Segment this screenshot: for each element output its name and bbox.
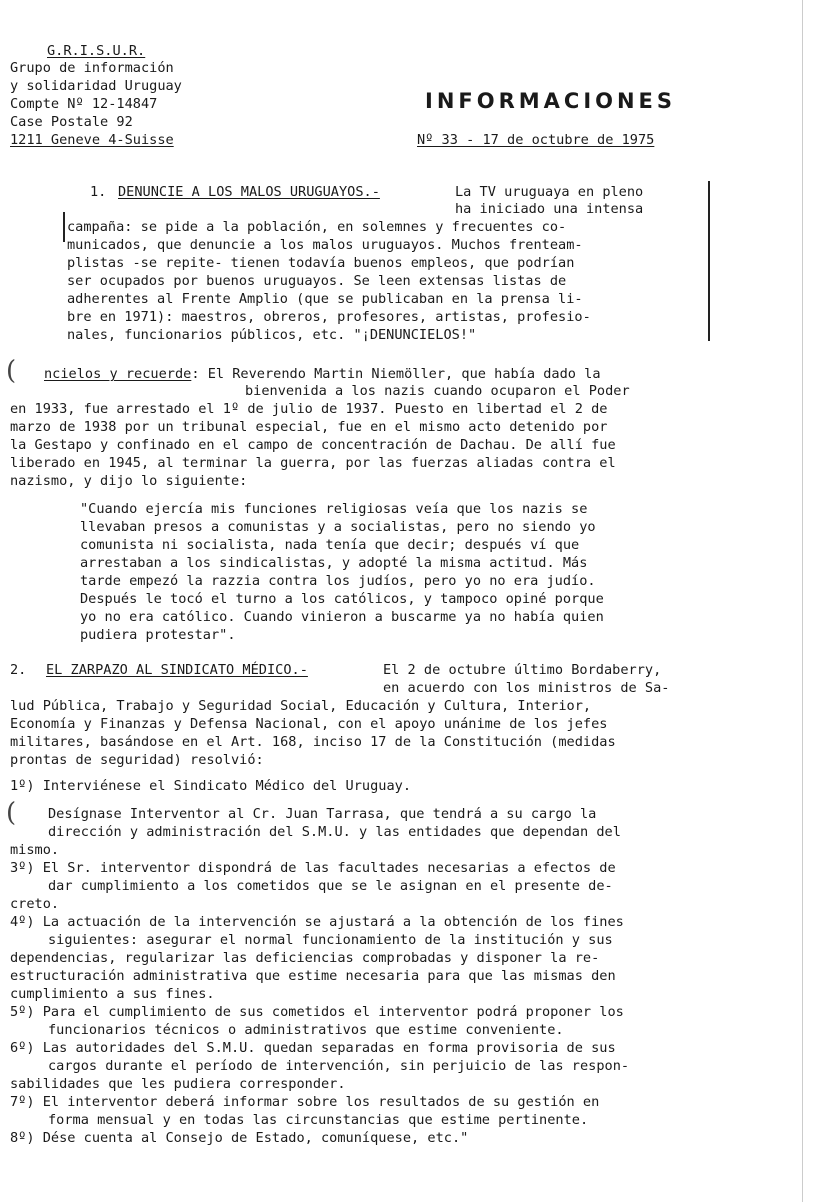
paragraph-line: bre en 1971): maestros, obreros, profesores, artistas, profesio-: [67, 309, 591, 325]
paragraph-line: El 2 de octubre último Bordaberry,: [383, 662, 662, 678]
margin-mark: (: [6, 798, 17, 828]
decree-item: creto.: [10, 896, 60, 912]
quote-line: yo no era católico. Cuando vinieron a buscarme ya no había quien: [80, 609, 604, 625]
paragraph-line: adherentes al Frente Amplio (que se publicaban en la prensa li-: [67, 291, 583, 307]
org-address: 1211 Geneve 4-Suisse: [10, 132, 174, 148]
decree-item: 1º) Interviénese el Sindicato Médico del Uruguay.: [10, 778, 412, 794]
paragraph-line: municados, que denuncie a los malos uruguayos. Muchos frenteam-: [67, 237, 583, 253]
decree-item: 5º) Para el cumplimiento de sus cometidos el interventor podrá proponer los: [10, 1004, 624, 1020]
decree-item: dar cumplimiento a los cometidos que se le asignan en el presente de-: [48, 878, 613, 894]
paragraph-line: Economía y Finanzas y Defensa Nacional, con el apoyo unánime de los jefes: [10, 716, 608, 732]
quote-line: llevaban presos a comunistas y a socialistas, pero no siendo yo: [80, 519, 596, 535]
paragraph-line: prontas de seguridad) resolvió:: [10, 752, 264, 768]
decree-item: 3º) El Sr. interventor dispondrá de las facultades necesarias a efectos de: [10, 860, 616, 876]
paragraph-line: la Gestapo y confinado en el campo de concentración de Dachau. De allí fue: [10, 437, 616, 453]
decree-item: Desígnase Interventor al Cr. Juan Tarrasa, que tendrá a su cargo la: [48, 806, 597, 822]
paragraph-line: campaña: se pide a la población, en solemnes y frecuentes co-: [67, 219, 567, 235]
section-1-number: 1.: [90, 184, 107, 200]
decree-item: funcionarios técnicos o administrativos que estime conveniente.: [48, 1022, 564, 1038]
quote-line: Después le tocó el turno a los católicos, y tampoco opiné porque: [80, 591, 604, 607]
section-1-heading: DENUNCIE A LOS MALOS URUGUAYOS.-: [118, 184, 380, 200]
decree-item: estructuración administrativa que estime necesaria para que las mismas den: [10, 968, 616, 984]
quote-line: comunista ni socialista, nada tenía que decir; después ví que: [80, 537, 580, 553]
document-title: INFORMACIONES: [425, 89, 677, 113]
org-line: Case Postale 92: [10, 114, 133, 130]
decree-item: 6º) Las autoridades del S.M.U. quedan separadas en forma provisoria de sus: [10, 1040, 616, 1056]
quote-line: tarde empezó la razzia contra los judíos, pero yo no era judío.: [80, 573, 596, 589]
paragraph-line: en acuerdo con los ministros de Sa-: [383, 680, 670, 696]
decree-item: 7º) El interventor deberá informar sobre los resultados de su gestión en: [10, 1094, 600, 1110]
section-2-number: 2.: [10, 662, 27, 678]
paragraph-line: ha iniciado una intensa: [455, 201, 644, 217]
quote-line: arrestaban a los sindicalistas, y adopté la misma actitud. Más: [80, 555, 588, 571]
paragraph-line: lud Pública, Trabajo y Seguridad Social, Educación y Cultura, Interior,: [10, 698, 592, 714]
decree-item: cargos durante el período de intervención, sin perjuicio de las respon-: [48, 1058, 630, 1074]
paragraph-line: militares, basándose en el Art. 168, inciso 17 de la Constitución (medidas: [10, 734, 616, 750]
box-right-border: [708, 181, 710, 341]
decree-item: dependencias, regularizar las deficiencias comprobadas y disponer la re-: [10, 950, 600, 966]
paragraph-line: nales, funcionarios públicos, etc. "¡DENUNCIELOS!": [67, 327, 477, 343]
org-line: y solidaridad Uruguay: [10, 78, 182, 94]
niemoller-heading: ncielos y recuerde: [44, 366, 192, 382]
page-edge: [802, 0, 803, 1202]
decree-item: 4º) La actuación de la intervención se ajustará a la obtención de los fines: [10, 914, 624, 930]
decree-item: cumplimiento a sus fines.: [10, 986, 215, 1002]
box-left-border: [63, 212, 65, 242]
issue-number-date: Nº 33 - 17 de octubre de 1975: [417, 132, 655, 148]
paragraph-line: en 1933, fue arrestado el 1º de julio de 1937. Puesto en libertad el 2 de: [10, 401, 608, 417]
decree-item: sabilidades que les pudiera corresponder.: [10, 1076, 346, 1092]
paragraph-line: bienvenida a los nazis cuando ocuparon el Poder: [245, 383, 630, 399]
decree-item: mismo.: [10, 842, 60, 858]
paragraph-line: plistas -se repite- tienen todavía buenos empleos, que podrían: [67, 255, 575, 271]
org-line: Grupo de información: [10, 60, 174, 76]
decree-item: 8º) Dése cuenta al Consejo de Estado, comuníquese, etc.": [10, 1130, 469, 1146]
decree-item: dirección y administración del S.M.U. y las entidades que dependan del: [48, 824, 621, 840]
paragraph-line: marzo de 1938 por un tribunal especial, fue en el mismo acto detenido por: [10, 419, 608, 435]
quote-line: "Cuando ejercía mis funciones religiosas veía que los nazis se: [80, 501, 588, 517]
decree-item: siguientes: asegurar el normal funcionamiento de la institución y sus: [48, 932, 613, 948]
decree-item: forma mensual y en todas las circunstancias que estime pertinente.: [48, 1112, 589, 1128]
org-line: Compte Nº 12-14847: [10, 96, 158, 112]
section-2-heading: EL ZARPAZO AL SINDICATO MÉDICO.-: [46, 662, 308, 678]
paragraph-line: nazismo, y dijo lo siguiente:: [10, 473, 248, 489]
niemoller-heading-after: : El Reverendo Martin Niemöller, que había dado la: [191, 366, 601, 382]
org-acronym: G.R.I.S.U.R.: [47, 43, 146, 59]
paragraph-line: liberado en 1945, al terminar la guerra, por las fuerzas aliadas contra el: [10, 455, 616, 471]
margin-mark: (: [6, 356, 17, 386]
paragraph-line: La TV uruguaya en pleno: [455, 184, 644, 200]
paragraph-line: ser ocupados por buenos uruguayos. Se leen extensas listas de: [67, 273, 567, 289]
niemoller-heading-line: [44, 365, 601, 383]
quote-line: pudiera protestar".: [80, 627, 236, 643]
